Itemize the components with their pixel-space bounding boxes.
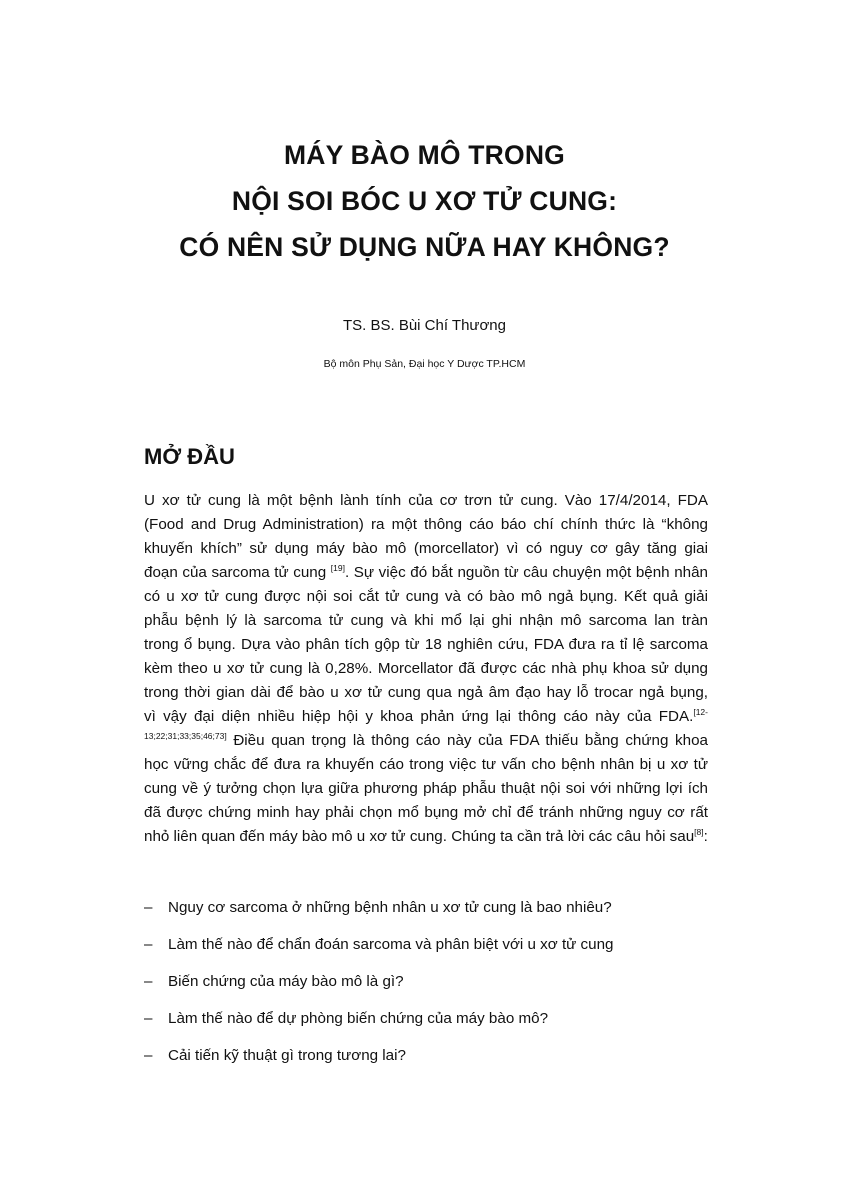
paragraph-line: kèm theo u xơ tử cung là 0,28%. Morcellator đã được các nhà phụ khoa sử dụng [144, 660, 708, 677]
intro-paragraph [144, 489, 708, 849]
document-title [0, 132, 849, 270]
paragraph-line: U xơ tử cung là một bệnh lành tính của cơ trơn tử cung. Vào 17/4/2014, FDA [144, 492, 708, 509]
paragraph-text: . Sự việc đó bắt nguồn từ câu chuyện một bệnh nhân [344, 564, 708, 581]
paragraph-line: (Food and Drug Administration) ra một thông cáo báo chí chính thức là “không [144, 516, 708, 533]
author-name: TS. BS. Bùi Chí Thương [342, 317, 506, 334]
paragraph-line [144, 825, 708, 849]
list-item [144, 896, 708, 933]
paragraph-line [144, 705, 708, 729]
paragraph-line: phẫu bệnh lý là sarcoma tử cung và khi mổ lại ghi nhận mô sarcoma lan tràn [144, 612, 708, 629]
paragraph-line: khuyến khích” sử dụng máy bào mô (morcellator) vì có nguy cơ gây tăng giai [144, 540, 708, 557]
paragraph-line: đã được chứng minh hay phải chọn mổ bụng mở chỉ để tránh những nguy cơ rất [144, 804, 708, 821]
dash-bullet: – [144, 936, 153, 953]
question-text: Nguy cơ sarcoma ở những bệnh nhân u xơ tử cung là bao nhiêu? [168, 899, 612, 916]
paragraph-line: có u xơ tử cung được nội soi cắt tử cung và có bào mô ngả bụng. Kết quả giải [144, 588, 708, 605]
paragraph-line: học vững chắc để đưa ra khuyến cáo trong việc tư vấn cho bệnh nhân bị u xơ tử [144, 756, 708, 773]
title-line-2: NỘI SOI BÓC U XƠ TỬ CUNG: [231, 186, 618, 216]
paragraph-line: trong thời gian dài để bào u xơ tử cung qua ngả âm đạo hay lỗ trocar ngả bụng, [144, 684, 708, 701]
citation-ref: [19] [330, 563, 345, 573]
question-text: Biến chứng của máy bào mô là gì? [168, 973, 404, 990]
dash-bullet: – [144, 1010, 153, 1027]
paragraph-text: nhỏ liên quan đến máy bào mô u xơ tử cung. Chúng ta cần trả lời các câu hỏi sau [144, 828, 695, 845]
question-text: Làm thế nào để dự phòng biến chứng của máy bào mô? [168, 1010, 549, 1027]
list-item [144, 970, 708, 1007]
title-line-1: MÁY BÀO MÔ TRONG [284, 140, 565, 170]
section-heading: MỞ ĐẦU [144, 444, 235, 469]
paragraph-line [144, 729, 708, 753]
citation-ref: [8] [694, 827, 704, 837]
citation-ref: [12- [693, 707, 708, 717]
dash-bullet: – [144, 973, 153, 990]
title-line-3: CÓ NÊN SỬ DỤNG NỮA HAY KHÔNG? [179, 232, 670, 262]
paragraph-line: trong ổ bụng. Dựa vào phân tích gộp từ 18 nghiên cứu, FDA đưa ra tỉ lệ sarcoma [144, 636, 708, 653]
list-item [144, 1044, 708, 1081]
paragraph-text: vì vậy đại diện nhiều hiệp hội y khoa phản ứng lại thông cáo này của FDA. [144, 708, 694, 725]
author-affiliation: Bộ môn Phụ Sản, Đại học Y Dược TP.HCM [323, 358, 526, 370]
paragraph-text: đoạn của sarcoma tử cung [144, 564, 331, 581]
question-text: Làm thế nào để chẩn đoán sarcoma và phân biệt với u xơ tử cung [168, 936, 614, 953]
dash-bullet: – [144, 1047, 153, 1064]
list-item [144, 933, 708, 970]
paragraph-line [144, 561, 708, 585]
paragraph-text: : [703, 828, 708, 845]
citation-ref: 13;22;31;33;35;46;73] [144, 731, 227, 741]
paragraph-line: cung về ý tưởng chọn lựa giữa phương pháp phẫu thuật nội soi với những lợi ích [144, 780, 708, 797]
question-list [144, 896, 708, 1081]
list-item [144, 1007, 708, 1044]
question-text: Cải tiến kỹ thuật gì trong tương lai? [168, 1047, 406, 1064]
paragraph-text: Điều quan trọng là thông cáo này của FDA thiếu bằng chứng khoa [226, 732, 708, 749]
dash-bullet: – [144, 899, 153, 916]
